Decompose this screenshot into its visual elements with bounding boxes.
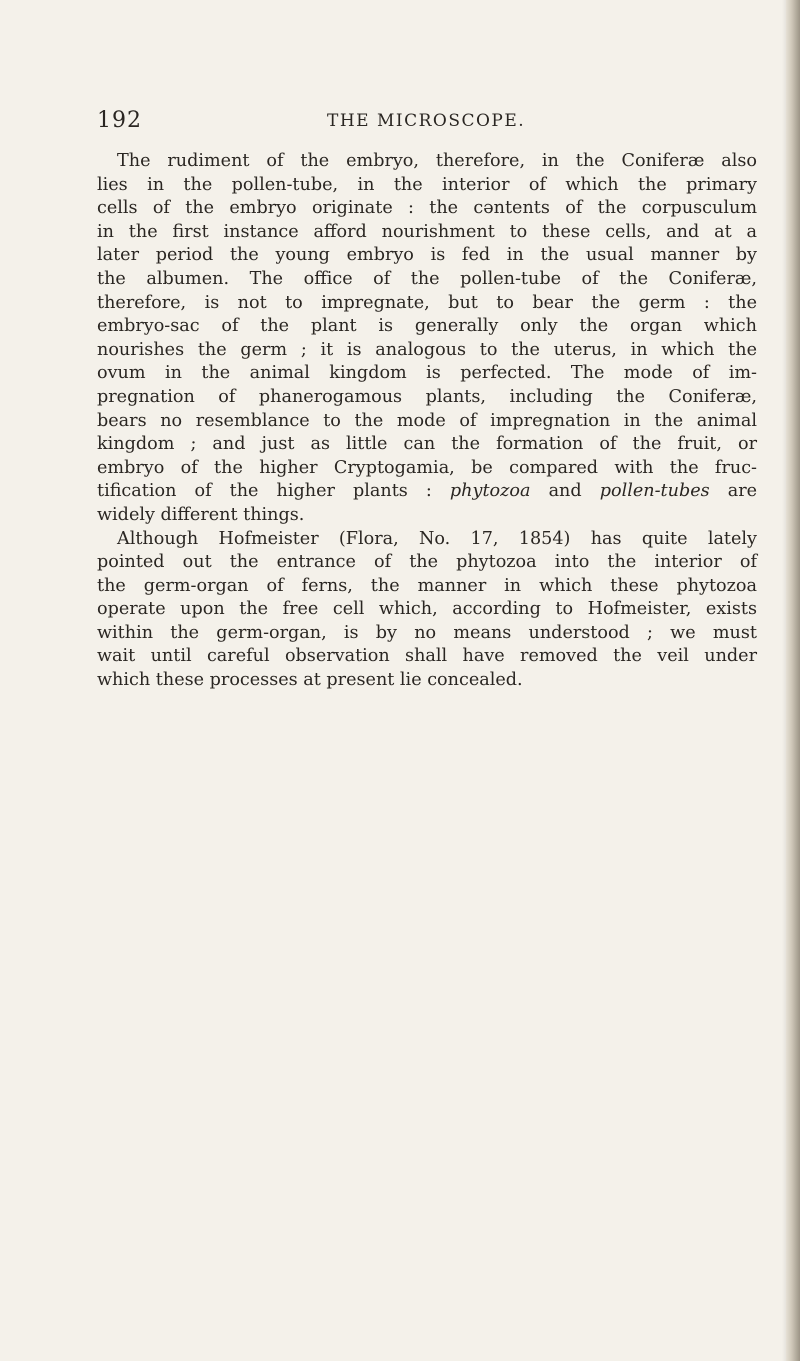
text-line: pointed out the entrance of the phytozoa into the interior of — [97, 552, 757, 573]
body-text — [97, 150, 757, 693]
text-line: lies in the pollen-tube, in the interior of which the primary — [97, 174, 757, 195]
text-line: pregnation of phanerogamous plants, including the Coniferæ, — [97, 386, 757, 407]
page-header — [97, 108, 747, 138]
text-line: kingdom ; and just as little can the formation of the fruit, or — [97, 434, 757, 455]
text-line: later period the young embryo is fed in the usual manner by — [97, 245, 757, 266]
running-head: THE MICROSCOPE. — [327, 111, 526, 131]
text-line: ovum in the animal kingdom is perfected. The mode of im- — [97, 363, 757, 384]
text-line: the germ-organ of ferns, the manner in which these phytozoa — [97, 575, 757, 596]
text-line: cells of the embryo originate : the cəntents of the corpusculum — [97, 198, 757, 219]
paragraph-2 — [97, 528, 757, 693]
text-line: widely different things. — [97, 504, 305, 525]
italic-term-pollen-tubes: pollen-tubes — [599, 481, 710, 502]
text-line: in the first instance afford nourishment to these cells, and at a — [97, 221, 757, 242]
text-line: within the germ-organ, is by no means understood ; we must — [97, 622, 757, 643]
text-line: embryo of the higher Cryptogamia, be compared with the fruc- — [97, 457, 757, 478]
text-line: Although Hofmeister (Flora, No. 17, 1854) has quite lately — [117, 528, 757, 549]
text-line: therefore, is not to impregnate, but to bear the germ : the — [97, 292, 757, 313]
text-line: the albumen. The office of the pollen-tube of the Coniferæ, — [97, 268, 757, 289]
text-line: bears no resemblance to the mode of impregnation in the animal — [97, 410, 757, 431]
text-line: which these processes at present lie concealed. — [97, 670, 523, 691]
text-line: wait until careful observation shall have removed the veil under — [97, 646, 757, 667]
paragraph-1 — [97, 150, 757, 528]
text-line-with-italics — [97, 480, 757, 504]
text-line: embryo-sac of the plant is generally only the organ which — [97, 316, 757, 337]
text-fragment: and — [548, 481, 582, 502]
text-line: nourishes the germ ; it is analogous to the uterus, in which the — [97, 339, 757, 360]
text-line: operate upon the free cell which, according to Hofmeister, exists — [97, 599, 757, 620]
page-edge-shadow — [786, 0, 800, 1361]
text-fragment: are — [727, 481, 758, 502]
text-fragment: tification of the higher plants : — [97, 481, 432, 502]
page-number: 192 — [97, 108, 142, 133]
text-line: The rudiment of the embryo, therefore, in the Coniferæ also — [117, 151, 757, 171]
italic-term-phytozoa: phytozoa — [449, 481, 531, 502]
